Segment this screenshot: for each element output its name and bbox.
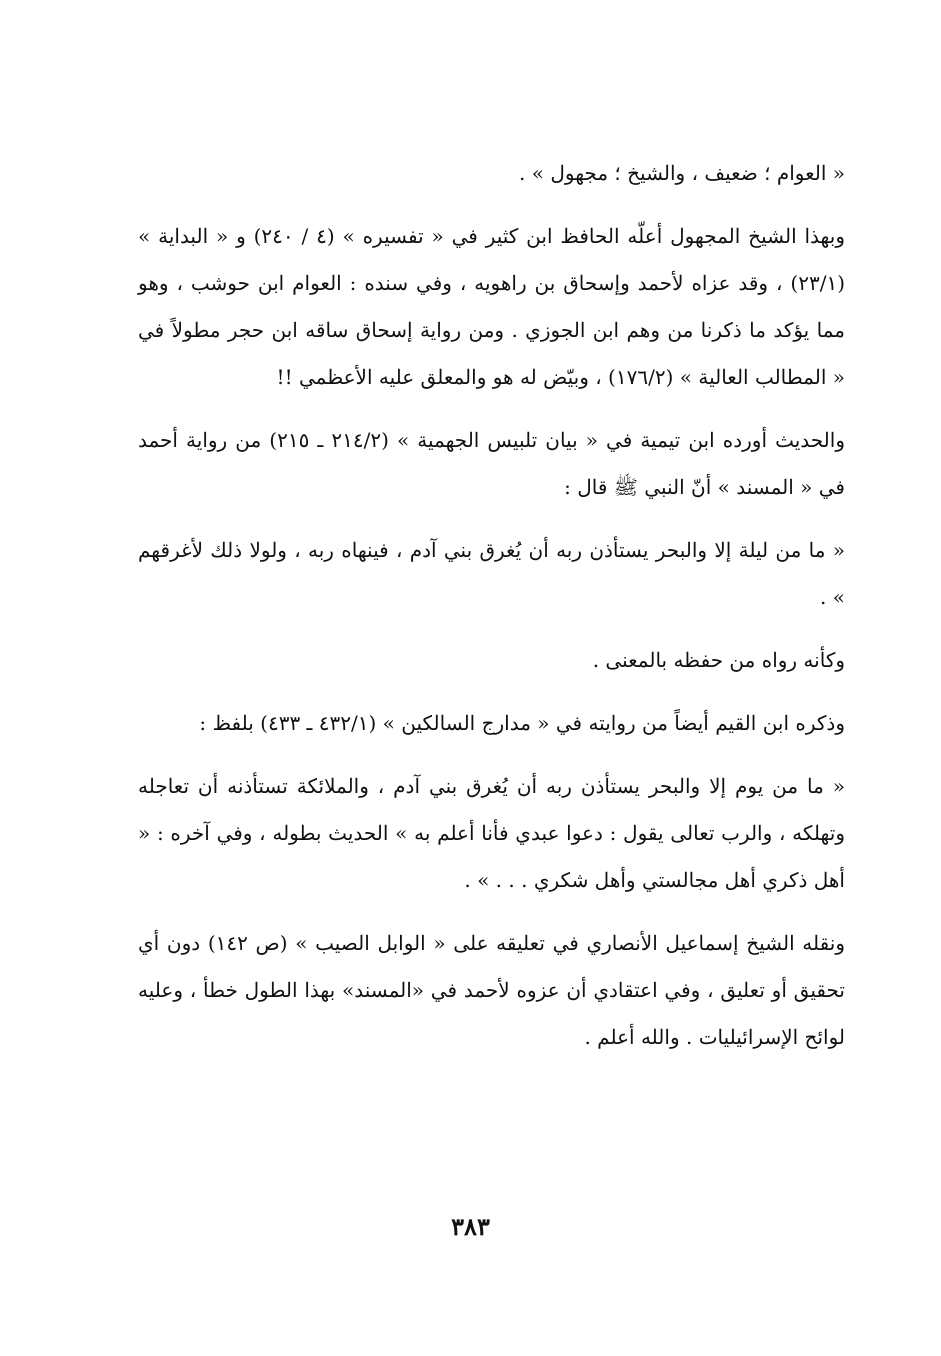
paragraph-gap (138, 401, 845, 417)
page-body-text (138, 150, 845, 1061)
paragraph-gap (138, 197, 845, 213)
paragraph-gap (138, 904, 845, 920)
paragraph-hadith-text-day: « ما من يوم إلا والبحر يستأذن ربه أن يُغرق بني آدم ، والملائكة تستأذنه أن تعاجله وتهلكه ، والرب تعالى يقول : دعوا عبدي فأنا أعلم به » الحديث بطوله ، وفي آخره : « أهل ذكري أهل مجالستي وأهل شكري . . . » . (138, 774, 845, 892)
paragraph-gap (138, 621, 845, 637)
paragraph-narrated-by-meaning: وكأنه رواه من حفظه بالمعنى . (592, 648, 845, 672)
paragraph-ibn-kathir-commentary: وبهذا الشيخ المجهول أعلّه الحافظ ابن كثير في « تفسيره » (٤ / ٢٤٠) و « البداية » (٢٣/١) ، وقد عزاه لأحمد وإسحاق بن راهويه ، وفي سنده : العوام ابن حوشب ، وهو مما يؤكد ما ذكرنا من وهم ابن الجوزي . ومن رواية إسحاق ساقه ابن حجر مطولاً في « المطالب العالية » (١٧٦/٢) ، وبيّض له هو والمعلق عليه الأعظمي !! (138, 224, 845, 389)
paragraph-gap (138, 747, 845, 763)
paragraph-ibn-qayyim-citation: وذكره ابن القيم أيضاً من روايته في « مدارج السالكين » (٤٣٢/١ ـ ٤٣٣) بلفظ : (199, 711, 845, 735)
paragraph-quote-narrator-grading: « العوام ؛ ضعيف ، والشيخ ؛ مجهول » . (519, 161, 845, 185)
paragraph-hadith-text-night: « ما من ليلة إلا والبحر يستأذن ربه أن يُغرق بني آدم ، فينهاه ربه ، ولولا ذلك لأغرقهم » . (138, 538, 845, 609)
paragraph-gap (138, 684, 845, 700)
page-number: ٣٨٣ (451, 1212, 490, 1241)
paragraph-gap (138, 511, 845, 527)
paragraph-ibn-taymiyya-citation: والحديث أورده ابن تيمية في « بيان تلبيس الجهمية » (٢١٤/٢ ـ ٢١٥) من رواية أحمد في « المسند » أنّ النبي ﷺ قال : (138, 428, 845, 499)
paragraph-ansari-note: ونقله الشيخ إسماعيل الأنصاري في تعليقه على « الوابل الصيب » (ص ١٤٢) دون أي تحقيق أو تعليق ، وفي اعتقادي أن عزوه لأحمد في «المسند» بهذا الطول خطأ ، وعليه لوائح الإسرائيليات . والله أعلم . (138, 931, 845, 1049)
